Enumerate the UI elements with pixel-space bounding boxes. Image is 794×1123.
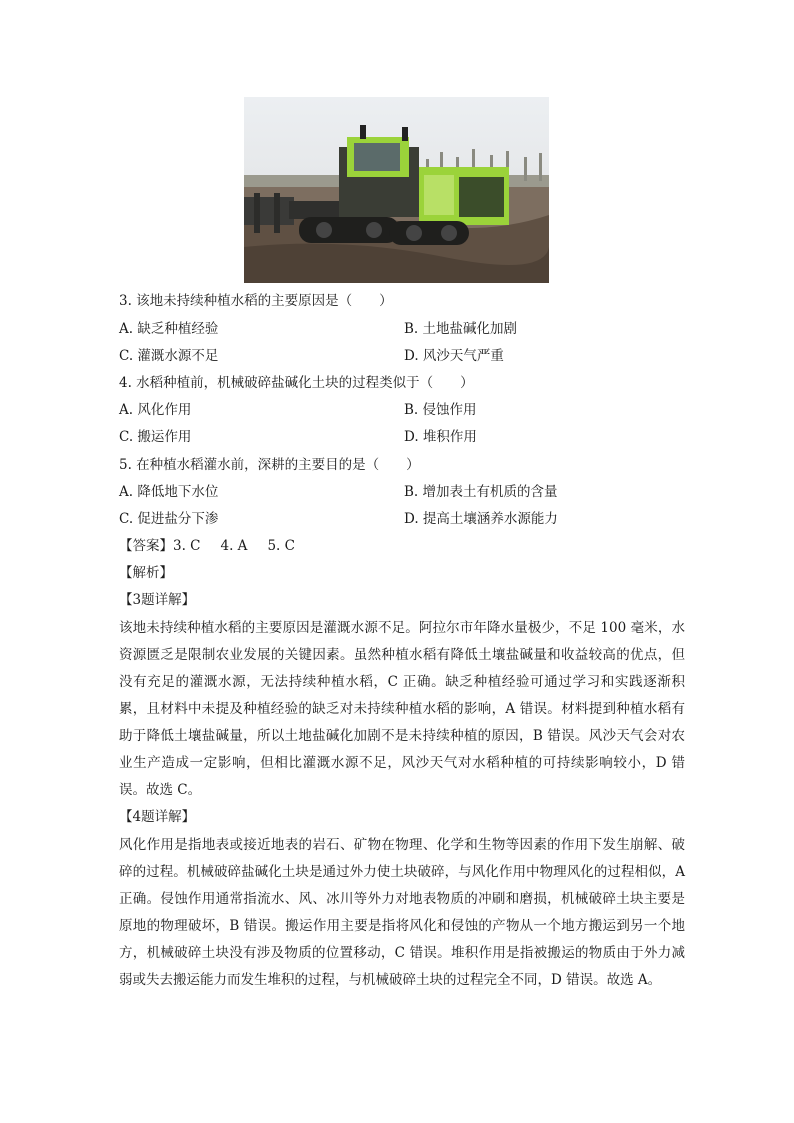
question-4-stem: 4. 水稻种植前，机械破碎盐碱化土块的过程类似于（ ） <box>119 375 474 391</box>
question-5-option-b: B. 增加表土有机质的含量 <box>404 484 558 500</box>
question-5-option-d: D. 提高土壤涵养水源能力 <box>404 511 558 527</box>
answer-item-5: 5. C <box>267 538 295 554</box>
tractor-illustration <box>244 97 549 283</box>
answer-line <box>119 537 315 555</box>
question-3-stem: 3. 该地未持续种植水稻的主要原因是（ ） <box>119 293 393 309</box>
detail-4-label: 【4题详解】 <box>119 809 196 825</box>
question-5-stem: 5. 在种植水稻灌水前，深耕的主要目的是（ ） <box>119 457 420 473</box>
question-4-option-d: D. 堆积作用 <box>404 429 477 445</box>
question-3-option-b: B. 土地盐碱化加剧 <box>404 321 518 337</box>
tractor-photo <box>244 97 549 283</box>
detail-3-label: 【3题详解】 <box>119 592 196 608</box>
question-3-option-c: C. 灌溉水源不足 <box>119 348 219 364</box>
answer-label: 【答案】 <box>119 538 173 554</box>
question-5-option-c: C. 促进盐分下渗 <box>119 511 219 527</box>
analysis-label: 【解析】 <box>119 565 173 581</box>
detail-4-text: 风化作用是指地表或接近地表的岩石、矿物在物理、化学和生物等因素的作用下发生崩解、破碎的过程。机械破碎盐碱化土块是通过外力使土块破碎，与风化作用中物理风化的过程相似，A 正确。侵蚀作用通常指流水、风、冰川等外力对地表物质的冲刷和磨损，机械破碎土块主要是原地的物理破坏，B 错误。搬运作用主要是指将风化和侵蚀的产物从一个地方搬运到另一个地方，机械破碎土块没有涉及物质的位置移动，C 错误。堆积作用是指被搬运的物质由于外力减弱或失去搬运能力而发生堆积的过程，与机械破碎土块的过程完全不同，D 错误。故选 A。 <box>119 837 685 988</box>
question-3-option-a: A. 缺乏种植经验 <box>119 321 219 337</box>
question-4-option-a: A. 风化作用 <box>119 402 192 418</box>
question-4-option-b: B. 侵蚀作用 <box>404 402 477 418</box>
question-5-option-a: A. 降低地下水位 <box>119 484 219 500</box>
answer-item-3: 3. C <box>173 538 201 554</box>
detail-3-text: 该地未持续种植水稻的主要原因是灌溉水源不足。阿拉尔市年降水量极少，不足 100 毫米，水资源匮乏是限制农业发展的关键因素。虽然种植水稻有降低土壤盐碱量和收益较高的优点，但没有充足的灌溉水源，无法持续种植水稻，C 正确。缺乏种植经验可通过学习和实践逐渐积累，且材料中未提及种植经验的缺乏对未持续种植水稻的影响，A 错误。材料提到种植水稻有助于降低土壤盐碱量，所以土地盐碱化加剧不是未持续种植的原因，B 错误。风沙天气会对农业生产造成一定影响，但相比灌溉水源不足，风沙天气对水稻种植的可持续影响较小，D 错误。故选 C。 <box>119 620 685 798</box>
question-3-option-d: D. 风沙天气严重 <box>404 348 504 364</box>
question-4-option-c: C. 搬运作用 <box>119 429 192 445</box>
answer-item-4: 4. A <box>220 538 248 554</box>
